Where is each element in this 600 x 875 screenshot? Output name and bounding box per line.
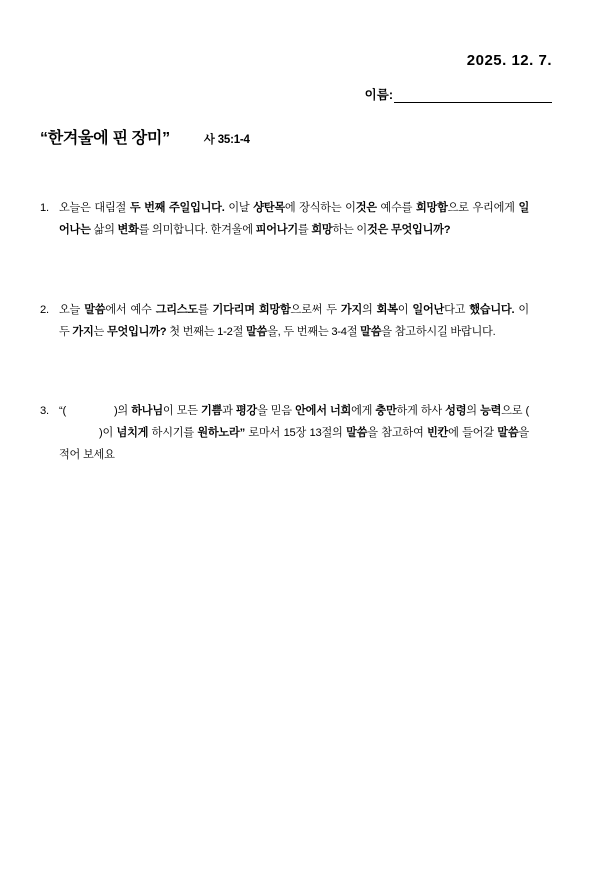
page-title: “한겨울에 핀 장미”	[40, 130, 170, 147]
name-label: 이름:	[364, 88, 393, 102]
name-input-blank[interactable]	[394, 88, 552, 103]
document-date: 2025. 12. 7.	[466, 52, 552, 69]
question-item	[40, 401, 560, 467]
question-text: 오늘은 대림절 두 번째 주일입니다. 이날 샹탄목에 장식하는 이것은 예수를 희망함으로 우리에게 일어나는 삶의 변화를 의미합니다. 한겨울에 피어나기를 희망하는 이것은 무엇입니까?	[59, 202, 529, 236]
question-text: “( )의 하나님이 모든 기쁨과 평강을 믿음 안에서 너희에게 충만하게 하사 성령의 능력으로 ()이 넘치게 하시기를 원하노라” 로마서 15장 13절의 말씀을 참고하여 빈칸에 들어갈 말씀을 적어 보세요	[59, 405, 529, 462]
name-field-row	[40, 85, 560, 103]
document-page	[0, 52, 600, 875]
question-item	[40, 300, 560, 344]
scripture-reference: 사 35:1-4	[203, 134, 250, 146]
question-item	[40, 198, 560, 242]
question-list	[40, 198, 560, 467]
question-number: 1.	[40, 202, 49, 214]
question-number: 3.	[40, 405, 49, 418]
question-text: 오늘 말씀에서 예수 그리스도를 기다리며 희망함으로써 두 가지의 회복이 일어난다고 했습니다. 이 두 가지는 무엇입니까? 첫 번째는 1-2절 말씀을, 두 번째는 3-4절 말씀을 참고하시길 바랍니다.	[59, 303, 529, 338]
title-row	[40, 125, 560, 148]
question-number: 2.	[40, 303, 49, 316]
